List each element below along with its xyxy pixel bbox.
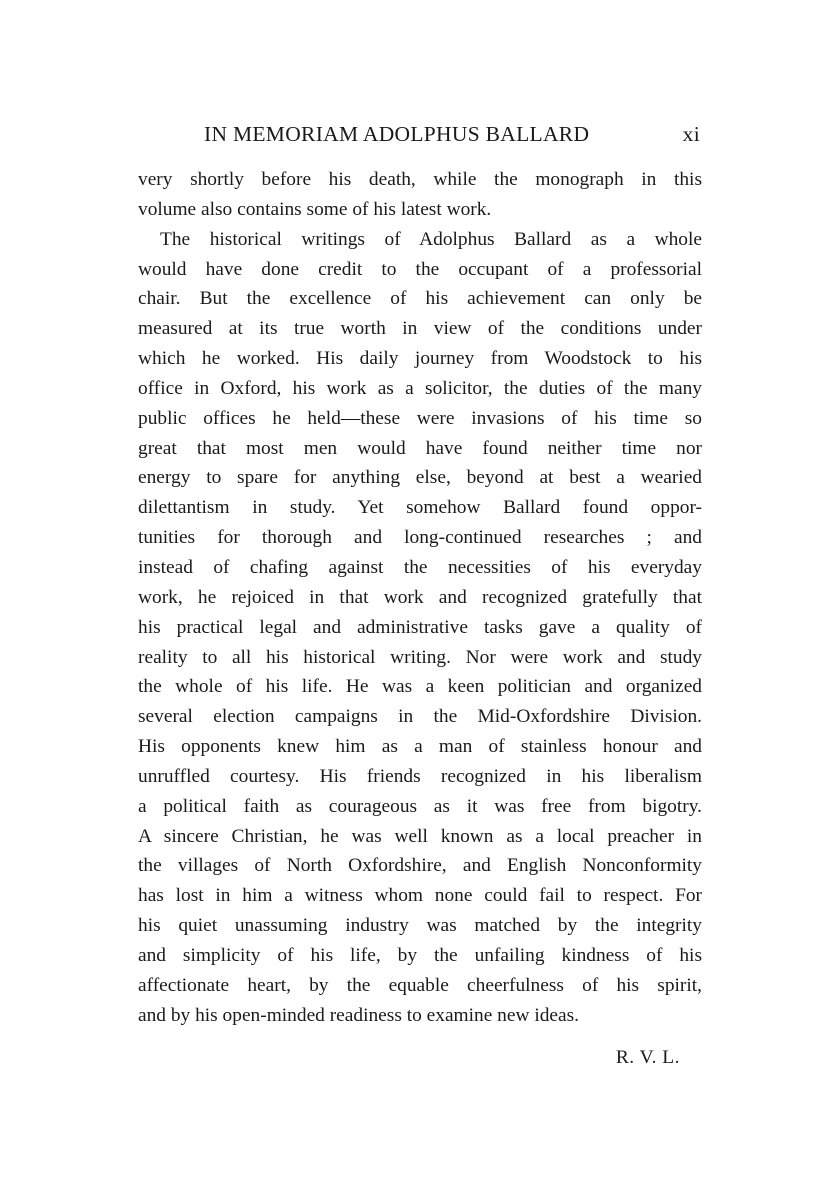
text-line: affectionate heart, by the equable cheerfulness of his spirit, bbox=[138, 974, 702, 996]
text-line: has lost in him a witness whom none could fail to respect. For bbox=[138, 885, 702, 907]
text-line: work, he rejoiced in that work and recognized gratefully that bbox=[138, 586, 702, 608]
text-line: A sincere Christian, he was well known as a local preacher in bbox=[138, 825, 702, 847]
text-line: tunities for thorough and long-continued researches ; and bbox=[138, 527, 702, 549]
text-line: great that most men would have found neither time nor bbox=[138, 437, 702, 459]
text-line: several election campaigns in the Mid-Oxfordshire Division. bbox=[138, 706, 702, 728]
text-line: reality to all his historical writing. Nor were work and study bbox=[138, 646, 702, 668]
text-line: chair. But the excellence of his achievement can only be bbox=[138, 288, 702, 310]
text-line: His opponents knew him as a man of stainless honour and bbox=[138, 736, 702, 758]
text-line: The historical writings of Adolphus Ballard as a whole bbox=[160, 228, 702, 250]
text-line: volume also contains some of his latest work. bbox=[138, 198, 492, 220]
text-line: dilettantism in study. Yet somehow Ballard found oppor- bbox=[138, 497, 702, 519]
body-text bbox=[138, 165, 702, 1030]
text-line: would have done credit to the occupant of a professorial bbox=[138, 258, 702, 280]
text-line: his practical legal and administrative tasks gave a quality of bbox=[138, 616, 702, 638]
text-line: his quiet unassuming industry was matched by the integrity bbox=[138, 915, 702, 937]
running-title: IN MEMORIAM ADOLPHUS BALLARD bbox=[204, 122, 590, 146]
text-line: energy to spare for anything else, beyond at best a wearied bbox=[138, 467, 702, 489]
text-line: unruffled courtesy. His friends recognized in his liberalism bbox=[138, 765, 702, 787]
page-number: xi bbox=[682, 122, 700, 146]
running-head bbox=[138, 122, 702, 152]
text-line: office in Oxford, his work as a solicitor, the duties of the many bbox=[138, 377, 702, 399]
text-line: very shortly before his death, while the monograph in this bbox=[138, 169, 702, 190]
text-line: the whole of his life. He was a keen politician and organized bbox=[138, 676, 702, 698]
text-line: measured at its true worth in view of the conditions under bbox=[138, 318, 702, 340]
text-line: a political faith as courageous as it was free from bigotry. bbox=[138, 795, 702, 817]
text-line: public offices he held—these were invasions of his time so bbox=[138, 407, 702, 429]
text-line: and simplicity of his life, by the unfailing kindness of his bbox=[138, 944, 702, 966]
text-line: which he worked. His daily journey from Woodstock to his bbox=[138, 348, 702, 370]
author-initials: R. V. L. bbox=[615, 1047, 680, 1068]
text-line: instead of chafing against the necessities of his everyday bbox=[138, 556, 702, 578]
text-line: and by his open-minded readiness to examine new ideas. bbox=[138, 1004, 580, 1026]
text-line: the villages of North Oxfordshire, and English Nonconformity bbox=[138, 855, 702, 877]
